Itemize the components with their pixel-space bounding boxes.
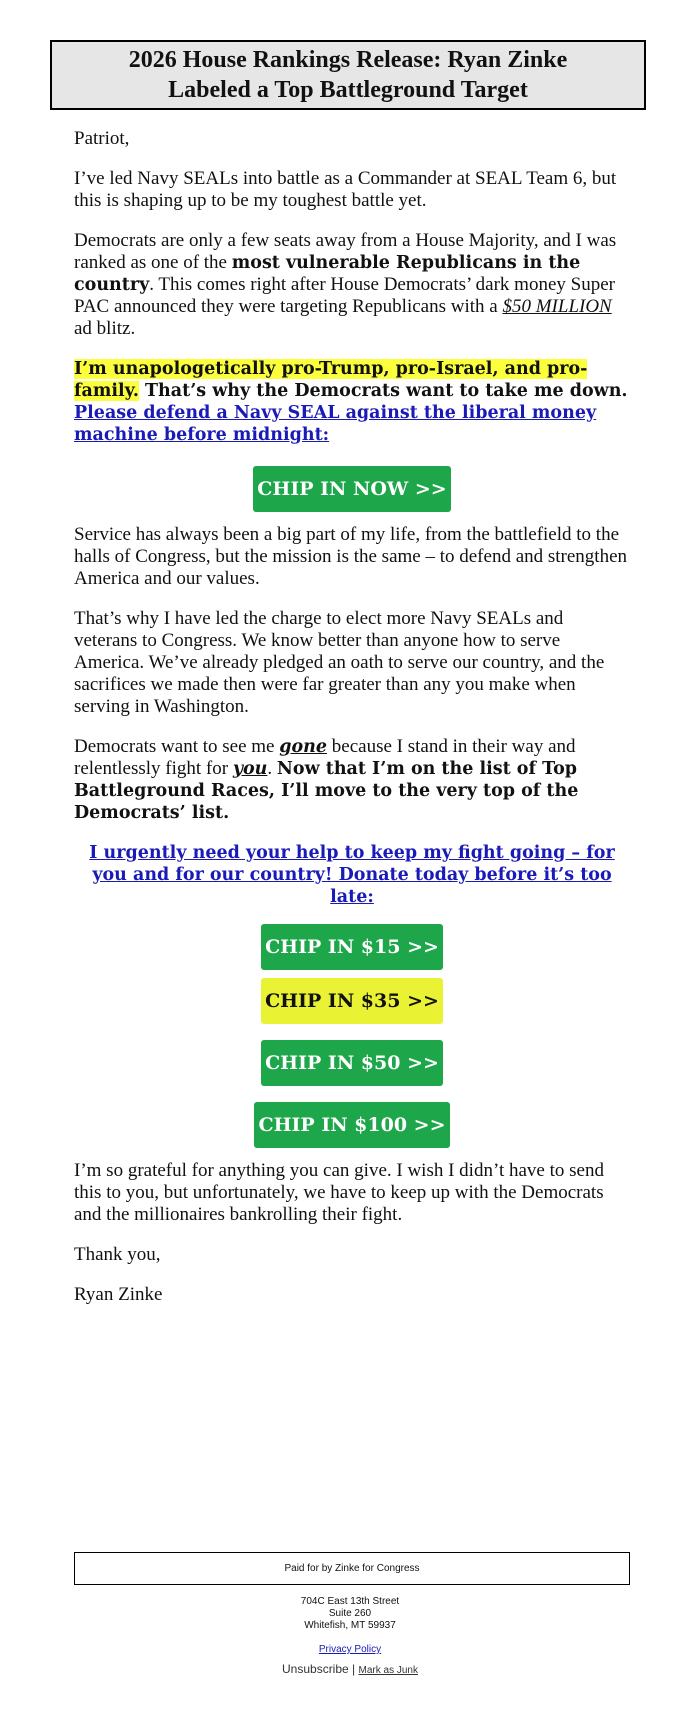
paragraph-5: That’s why I have led the charge to elect more Navy SEALs and veterans to Congress. We know better than anyone how to serve America. We’ve already pledged an oath to serve our country, and the sacrifices we made then were far greater than any you make when serving in Washington. bbox=[74, 608, 605, 717]
p6-text-b: because I stand in their way and relentlessly fight for bbox=[74, 736, 576, 779]
paragraph-4: Service has always been a big part of my life, from the battlefield to the halls of Congress, but the mission is the same – to defend and strengthen America and our values. bbox=[74, 524, 628, 589]
p6-gone: gone bbox=[279, 737, 328, 757]
email-header-banner bbox=[50, 40, 646, 110]
headline-line-2: Labeled a Top Battleground Target bbox=[168, 77, 528, 103]
paid-for-disclaimer bbox=[74, 1552, 630, 1585]
p2-text-c: ad blitz. bbox=[74, 318, 136, 339]
p2-amount: $50 MILLION bbox=[502, 296, 612, 317]
chip-in-35-button[interactable]: CHIP IN $35 >> bbox=[261, 978, 443, 1024]
footer-separator: | bbox=[352, 1662, 356, 1676]
p6-text-c: . bbox=[267, 758, 277, 779]
privacy-row bbox=[0, 1644, 700, 1655]
chip-in-100-button[interactable]: CHIP IN $100 >> bbox=[254, 1102, 450, 1148]
mark-as-junk-link[interactable]: Mark as Junk bbox=[358, 1665, 418, 1676]
paragraph-8: I’m so grateful for anything you can give. I wish I didn’t have to send this to you, but unfortunately, we have to keep up with the Democrats and the millionaires bankrolling their fight. bbox=[74, 1160, 604, 1225]
paragraph-6 bbox=[74, 736, 630, 824]
paragraph-3 bbox=[74, 358, 630, 446]
p2-text-a: Democrats are only a few seats away from a House Majority, and I was ranked as one of the bbox=[74, 230, 617, 273]
p2-text-b: . This comes right after House Democrats’ dark money Super PAC announced they were targeting Republicans with a bbox=[74, 274, 615, 317]
urgent-donate-link[interactable]: I urgently need your help to keep my fight going – for you and for our country! Donate today before it’s too late: bbox=[89, 843, 615, 907]
address-line-3: Whitefish, MT 59937 bbox=[304, 1620, 396, 1631]
p3-bold: That’s why the Democrats want to take me down. bbox=[138, 381, 628, 401]
paragraph-1: I’ve led Navy SEALs into battle as a Commander at SEAL Team 6, but this is shaping up to be my toughest battle yet. bbox=[74, 168, 617, 211]
email-body bbox=[74, 128, 630, 1306]
headline-line-1: 2026 House Rankings Release: Ryan Zinke bbox=[128, 47, 568, 73]
greeting: Patriot, bbox=[74, 128, 130, 149]
p2-bold: most vulnerable Republicans in the country bbox=[74, 253, 581, 295]
mailing-address bbox=[0, 1596, 700, 1632]
signature: Ryan Zinke bbox=[74, 1284, 163, 1305]
paid-for-text: Paid for by Zinke for Congress bbox=[284, 1563, 420, 1574]
paragraph-2 bbox=[74, 230, 630, 340]
privacy-policy-link[interactable]: Privacy Policy bbox=[318, 1644, 382, 1655]
p3-highlight: I’m unapologetically pro-Trump, pro-Israel, and pro-family. bbox=[74, 359, 588, 401]
email-headline bbox=[129, 45, 568, 105]
chip-in-15-button[interactable]: CHIP IN $15 >> bbox=[261, 924, 443, 970]
sign-off: Thank you, bbox=[74, 1244, 161, 1265]
p6-text-a: Democrats want to see me bbox=[74, 736, 280, 757]
p6-you: you bbox=[232, 759, 268, 779]
p6-bold: Now that I’m on the list of Top Battleground Races, I’ll move to the very top of the Democrats’ list. bbox=[74, 759, 579, 823]
paragraph-7 bbox=[74, 842, 630, 908]
address-line-1: 704C East 13th Street bbox=[300, 1596, 400, 1607]
unsubscribe-link[interactable]: Unsubscribe bbox=[282, 1662, 349, 1676]
defend-navy-seal-link[interactable]: Please defend a Navy SEAL against the liberal money machine before midnight: bbox=[74, 403, 597, 445]
address-line-2: Suite 260 bbox=[328, 1608, 372, 1619]
chip-in-50-button[interactable]: CHIP IN $50 >> bbox=[261, 1040, 443, 1086]
unsubscribe-row bbox=[0, 1662, 700, 1676]
chip-in-now-button[interactable]: CHIP IN NOW >> bbox=[253, 466, 451, 512]
